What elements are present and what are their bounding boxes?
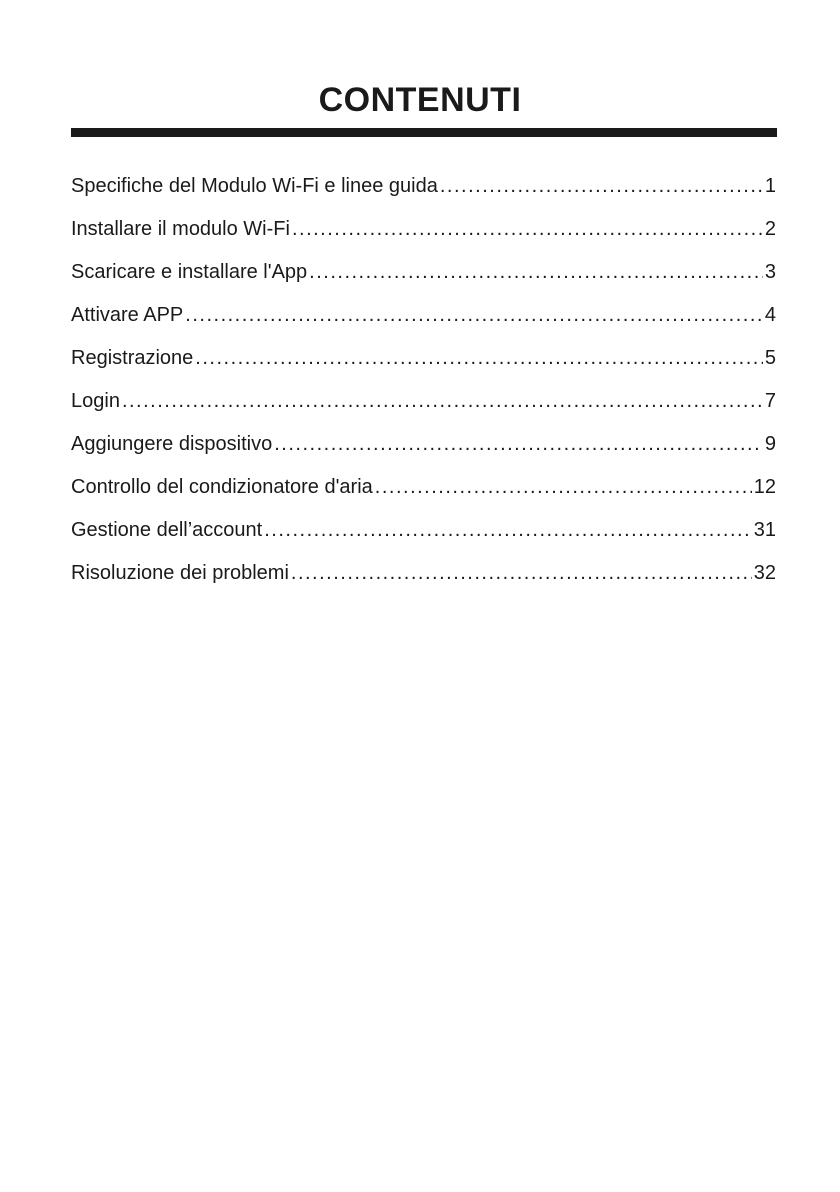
toc-entry bbox=[71, 553, 776, 596]
toc-entry-page: 2 bbox=[764, 218, 776, 240]
table-of-contents bbox=[71, 166, 776, 596]
toc-entry-page: 3 bbox=[764, 261, 776, 283]
toc-entry-label: Aggiungere dispositivo bbox=[71, 433, 273, 455]
toc-entry-page: 7 bbox=[764, 390, 776, 412]
toc-entry bbox=[71, 467, 776, 510]
toc-entry bbox=[71, 166, 776, 209]
toc-dot-leader bbox=[122, 381, 763, 421]
toc-dot-leader bbox=[274, 424, 763, 464]
toc-entry-page: 1 bbox=[764, 175, 776, 197]
toc-entry bbox=[71, 252, 776, 295]
toc-entry bbox=[71, 338, 776, 381]
toc-entry-page: 12 bbox=[753, 476, 776, 498]
toc-dot-leader bbox=[291, 553, 752, 593]
toc-entry bbox=[71, 510, 776, 553]
toc-entry bbox=[71, 381, 776, 424]
toc-dot-leader bbox=[264, 510, 752, 550]
toc-entry-label: Registrazione bbox=[71, 347, 194, 369]
toc-entry-label: Login bbox=[71, 390, 120, 412]
toc-dot-leader bbox=[440, 166, 763, 206]
toc-entry-page: 4 bbox=[764, 304, 776, 326]
toc-dot-leader bbox=[309, 252, 763, 292]
toc-entry-page: 31 bbox=[753, 519, 776, 541]
toc-entry-label: Risoluzione dei problemi bbox=[71, 562, 289, 584]
toc-entry-label: Specifiche del Modulo Wi-Fi e linee guida bbox=[71, 175, 438, 197]
toc-entry bbox=[71, 295, 776, 338]
toc-entry bbox=[71, 424, 776, 467]
toc-entry-page: 32 bbox=[753, 562, 776, 584]
toc-entry-label: Controllo del condizionatore d'aria bbox=[71, 476, 373, 498]
toc-dot-leader bbox=[185, 295, 763, 335]
toc-dot-leader bbox=[195, 338, 763, 378]
toc-entry-page: 9 bbox=[764, 433, 776, 455]
title-divider bbox=[71, 128, 777, 137]
toc-entry-label: Scaricare e installare l'App bbox=[71, 261, 308, 283]
toc-dot-leader bbox=[292, 209, 763, 249]
toc-entry bbox=[71, 209, 776, 252]
toc-entry-label: Gestione dell’account bbox=[71, 519, 263, 541]
page-title: CONTENUTI bbox=[318, 81, 522, 119]
toc-entry-label: Installare il modulo Wi-Fi bbox=[71, 218, 290, 240]
toc-entry-page: 5 bbox=[764, 347, 776, 369]
toc-dot-leader bbox=[375, 467, 752, 507]
toc-entry-label: Attivare APP bbox=[71, 304, 184, 326]
